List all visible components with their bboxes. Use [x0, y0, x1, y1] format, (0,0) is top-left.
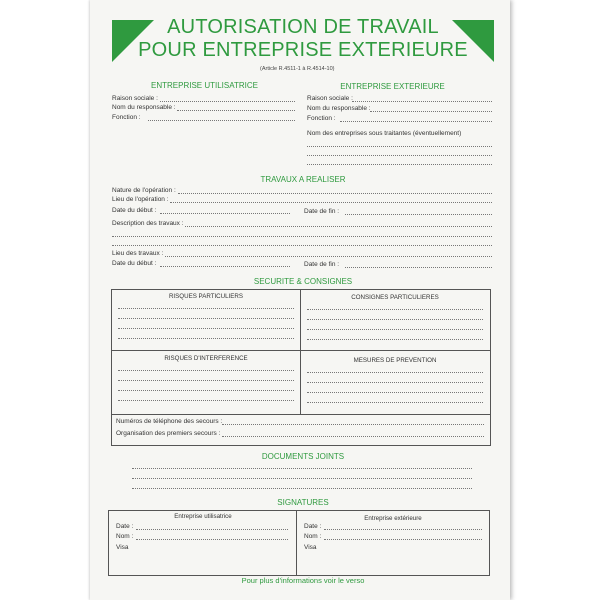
documents-line-3[interactable] [132, 488, 472, 489]
subcontractors-line-1[interactable] [307, 146, 492, 147]
date-debut2-field[interactable] [160, 266, 290, 267]
nature-operation-label: Nature de l'opération : [112, 187, 176, 194]
mesures-prevention-line[interactable] [307, 382, 483, 383]
description-line-1[interactable] [185, 226, 492, 227]
section-travaux: TRAVAUX A REALISER [260, 175, 346, 184]
mesures-prevention-heading: MESURES DE PREVENTION [353, 357, 437, 364]
left-responsable-field[interactable] [177, 110, 295, 111]
signatures-divider [296, 510, 297, 576]
signature-right-date-label: Date : [304, 523, 322, 530]
date-debut-label: Date du début : [112, 207, 157, 214]
risques-particuliers-line[interactable] [118, 328, 294, 329]
date-debut-field[interactable] [160, 213, 290, 214]
organisation-secours-label: Organisation des premiers secours : [116, 430, 221, 437]
description-line-3[interactable] [112, 245, 492, 246]
left-fonction-field[interactable] [148, 120, 295, 121]
left-fonction-label: Fonction : [112, 114, 141, 121]
lieu-operation-label: Lieu de l'opération : [112, 196, 169, 203]
consignes-particulieres-heading: CONSIGNES PARTICULIERES [351, 294, 439, 301]
subcontractors-label: Nom des entreprises sous traitantes (éventuellement) [307, 130, 462, 137]
right-responsable-field[interactable] [370, 111, 492, 112]
documents-line-1[interactable] [132, 468, 472, 469]
description-line-2[interactable] [112, 236, 492, 237]
telephone-secours-label: Numéros de téléphone des secours : [116, 418, 223, 425]
signature-right-nom-label: Nom : [304, 533, 322, 540]
lieu-operation-field[interactable] [170, 202, 492, 203]
consignes-particulieres-line[interactable] [307, 319, 483, 320]
signature-left-title: Entreprise utilisatrice [174, 513, 232, 520]
security-table-divider-v [300, 289, 301, 414]
risques-particuliers-heading: RISQUES PARTICULIERS [168, 293, 244, 300]
date-fin2-label: Date de fin : [304, 261, 340, 268]
right-responsable-label: Nom du responsable : [307, 105, 371, 112]
signature-left-date-label: Date : [116, 523, 134, 530]
form-title-line2: POUR ENTREPRISE EXTERIEURE [138, 39, 468, 61]
signature-left-visa-label: Visa [116, 544, 129, 551]
right-fonction-field[interactable] [340, 121, 492, 122]
risques-particuliers-line[interactable] [118, 338, 294, 339]
form-title-line1: AUTORISATION DE TRAVAIL [167, 16, 439, 38]
section-entreprise-exterieure: ENTREPRISE EXTERIEURE [340, 82, 445, 91]
consignes-particulieres-line[interactable] [307, 329, 483, 330]
article-reference: (Article R.4511-1 à R.4514-10) [260, 66, 335, 72]
risques-interference-line[interactable] [118, 390, 294, 391]
signature-left-nom-label: Nom : [116, 533, 134, 540]
right-raison-sociale-label: Raison sociale : [307, 95, 353, 102]
risques-interference-line[interactable] [118, 400, 294, 401]
risques-particuliers-line[interactable] [118, 318, 294, 319]
documents-line-2[interactable] [132, 478, 472, 479]
risques-particuliers-line[interactable] [118, 308, 294, 309]
section-signatures: SIGNATURES [277, 498, 329, 507]
consignes-particulieres-line[interactable] [307, 339, 483, 340]
signature-left-date-field[interactable] [136, 529, 288, 530]
date-debut2-label: Date du début : [112, 260, 157, 267]
right-raison-sociale-field[interactable] [352, 101, 492, 102]
subcontractors-line-3[interactable] [307, 164, 492, 165]
subcontractors-line-2[interactable] [307, 155, 492, 156]
footer-note: Pour plus d'informations voir le verso [241, 576, 365, 585]
signature-right-title: Entreprise extérieure [364, 515, 422, 522]
mesures-prevention-line[interactable] [307, 392, 483, 393]
section-documents: DOCUMENTS JOINTS [261, 452, 345, 461]
lieu-travaux-label: Lieu des travaux : [112, 250, 164, 257]
risques-interference-heading: RISQUES D'INTERFERENCE [164, 355, 248, 362]
signature-right-nom-field[interactable] [324, 539, 482, 540]
mesures-prevention-line[interactable] [307, 372, 483, 373]
signature-right-visa-label: Visa [304, 544, 317, 551]
date-fin-field[interactable] [345, 214, 492, 215]
signature-left-nom-field[interactable] [136, 539, 288, 540]
date-fin2-field[interactable] [345, 267, 492, 268]
mesures-prevention-line[interactable] [307, 402, 483, 403]
section-securite: SECURITE & CONSIGNES [253, 277, 353, 286]
risques-interference-line[interactable] [118, 380, 294, 381]
description-travaux-label: Description des travaux : [112, 220, 184, 227]
lieu-travaux-field[interactable] [165, 256, 492, 257]
organisation-secours-field[interactable] [222, 436, 484, 437]
left-raison-sociale-label: Raison sociale : [112, 95, 158, 102]
right-fonction-label: Fonction : [307, 115, 336, 122]
signature-right-date-field[interactable] [324, 529, 482, 530]
left-responsable-label: Nom du responsable : [112, 104, 176, 111]
consignes-particulieres-line[interactable] [307, 309, 483, 310]
security-table-divider-h2 [111, 414, 491, 415]
date-fin-label: Date de fin : [304, 208, 340, 215]
telephone-secours-field[interactable] [222, 424, 484, 425]
risques-interference-line[interactable] [118, 370, 294, 371]
section-entreprise-utilisatrice: ENTREPRISE UTILISATRICE [151, 81, 258, 90]
nature-operation-field[interactable] [178, 193, 492, 194]
left-raison-sociale-field[interactable] [160, 101, 295, 102]
security-table-divider-h1 [111, 350, 491, 351]
